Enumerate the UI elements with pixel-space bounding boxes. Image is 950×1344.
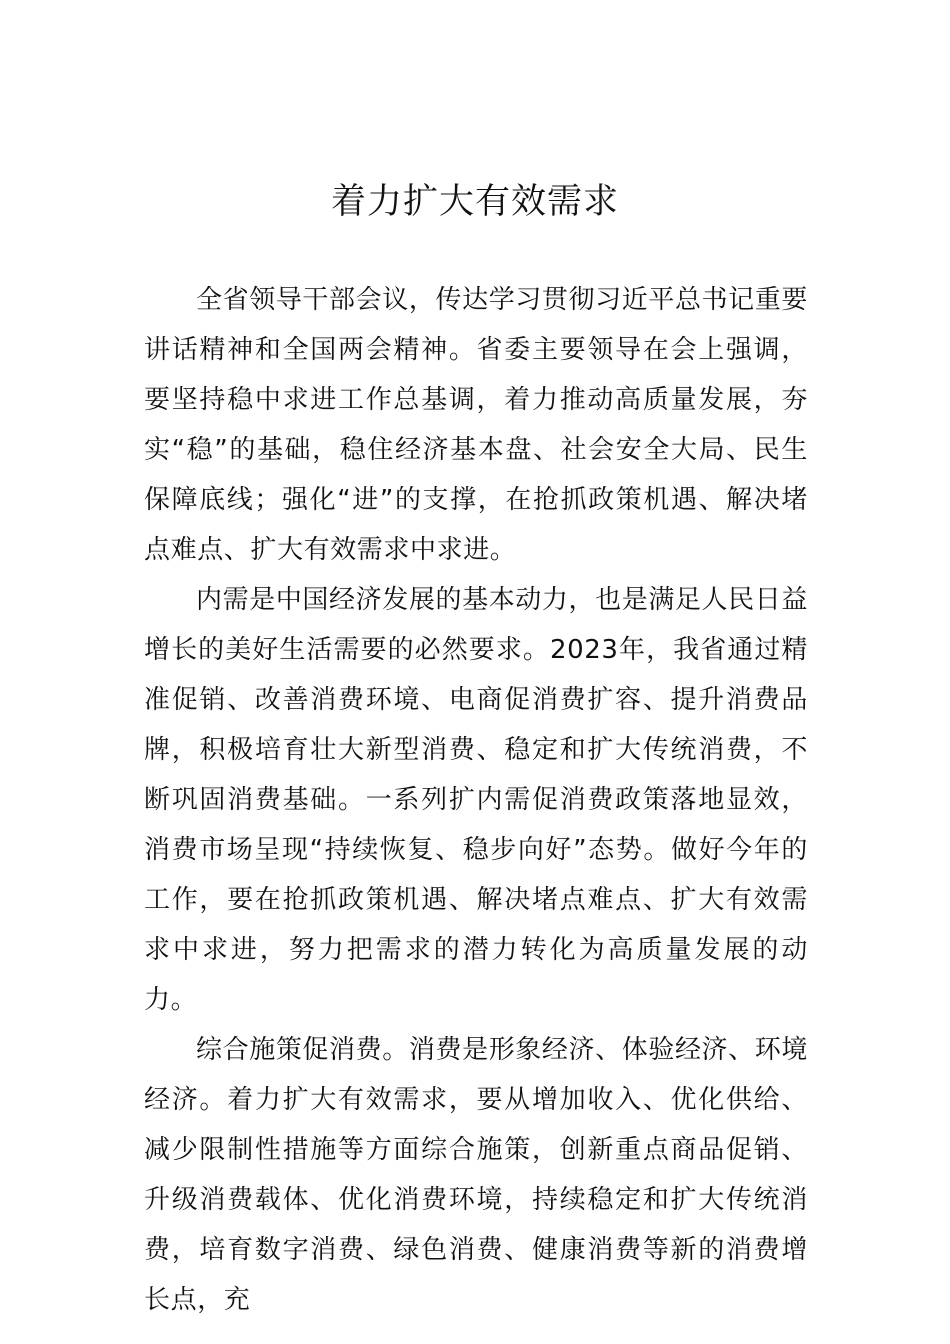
- paragraph-3: 综合施策促消费。消费是形象经济、体验经济、环境经济。着力扩大有效需求，要从增加收入、优化供给、减少限制性措施等方面综合施策，创新重点商品促销、升级消费载体、优化消费环境，持续稳定和扩大传统消费，培育数字消费、绿色消费、健康消费等新的消费增长点，充: [144, 1035, 808, 1315]
- document-body: [144, 275, 808, 1325]
- document-title: 着力扩大有效需求: [330, 182, 619, 222]
- paragraph-2: 内需是中国经济发展的基本动力，也是满足人民日益增长的美好生活需要的必然要求。2023年，我省通过精准促销、改善消费环境、电商促消费扩容、提升消费品牌，积极培育壮大新型消费、稳定和扩大传统消费，不断巩固消费基础。一系列扩内需促消费政策落地显效，消费市场呈现“持续恢复、稳步向好”态势。做好今年的工作，要在抢抓政策机遇、解决堵点难点、扩大有效需求中求进，努力把需求的潜力转化为高质量发展的动力。: [144, 585, 808, 1015]
- paragraph-1: 全省领导干部会议，传达学习贯彻习近平总书记重要讲话精神和全国两会精神。省委主要领导在会上强调，要坚持稳中求进工作总基调，着力推动高质量发展，夯实“稳”的基础，稳住经济基本盘、社会安全大局、民生保障底线；强化“进”的支撑，在抢抓政策机遇、解决堵点难点、扩大有效需求中求进。: [144, 285, 808, 565]
